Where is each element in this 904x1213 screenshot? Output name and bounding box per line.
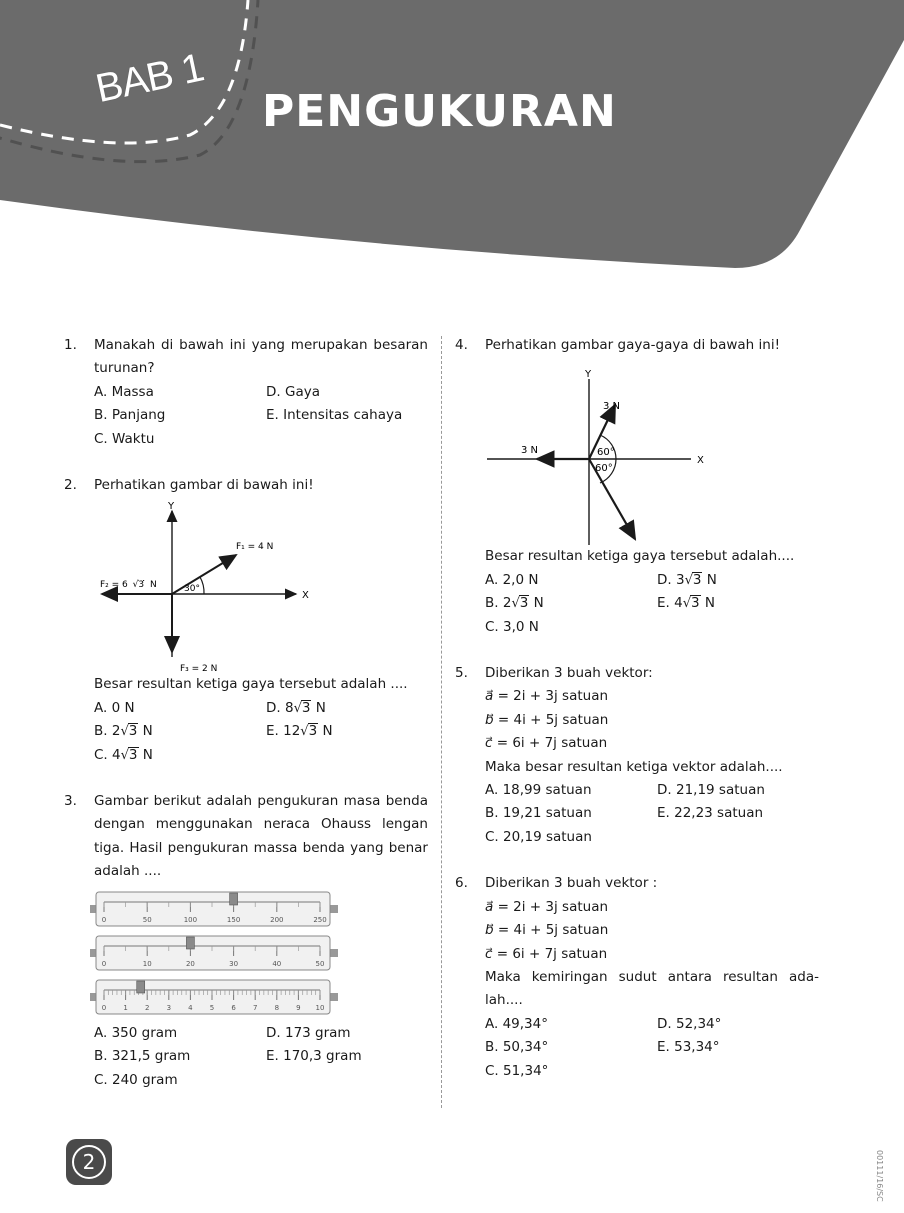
rider-weight [230,893,238,905]
question-prompt: Besar resultan ketiga gaya tersebut adalah.... [485,548,795,565]
option-a[interactable]: A. 350 gram [94,1024,178,1041]
column-divider [441,336,442,1108]
vector-b: b⃗ = 4i + 5j satuan [485,711,609,728]
vector-b: b⃗ = 4i + 5j satuan [485,922,609,939]
option-e[interactable]: E. Intensitas cahaya [266,407,403,424]
beam-tick-label: 50 [315,959,325,968]
force-diagram-q4 [485,357,745,545]
beam-tick-label: 5 [209,1003,215,1012]
angle-label: 30° [184,584,200,595]
beam-tick-label: 250 [313,915,327,924]
question-1 [64,334,428,451]
vector-a: a⃗ = 2i + 3j satuan [485,898,609,915]
angle-bottom-label: 60° [595,463,613,475]
option-a[interactable]: A. 49,34° [485,1015,548,1032]
option-a[interactable]: A. 18,99 satuan [485,782,592,799]
chapter-label: BAB 1 [92,45,208,112]
option-e[interactable]: E. 12√3 N [266,723,333,740]
option-b[interactable]: B. 19,21 satuan [485,805,592,822]
beam-tick-label: 0 [101,915,107,924]
option-b[interactable]: B. Panjang [94,407,166,424]
side-code: 00111/16/SC [875,1150,884,1202]
beam-tick-label: 10 [142,959,152,968]
beam-tick-label: 7 [252,1003,258,1012]
force-up-label: 3 N [603,401,621,413]
question-text: Gambar berikut adalah pengukuran masa benda dengan menggunakan neraca Ohauss lengan tiga. Hasil pengukuran massa benda yang benar adalah .... [94,793,428,880]
beam-tick-label: 6 [231,1003,236,1012]
option-b[interactable]: B. 2√3 N [485,595,544,612]
beam-tick-label: 8 [274,1003,280,1012]
answer-options [485,779,819,849]
option-d[interactable]: D. 52,34° [657,1015,722,1032]
option-e[interactable]: E. 170,3 gram [266,1048,362,1065]
balance-beam-1 [90,892,338,926]
question-text: Perhatikan gambar di bawah ini! [94,477,314,494]
option-d[interactable]: D. 21,19 satuan [657,782,765,799]
vector-c: c⃗ = 6i + 7j satuan [485,945,608,962]
y-axis-label: Y [168,501,175,513]
question-number: 2. [64,477,77,494]
svg-text:F₂ = 6 √3 N: F₂ = 6 √3 N [100,580,157,591]
question-6 [455,872,819,1083]
option-e[interactable]: E. 53,34° [657,1039,720,1056]
beam-tick-label: 9 [296,1003,301,1012]
page-number: 2 [82,1150,96,1174]
question-3 [64,790,428,1092]
beam-tick-label: 20 [185,959,195,968]
chapter-title: PENGUKURAN [262,86,617,137]
question-text: Diberikan 3 buah vektor: [485,665,653,682]
question-number: 5. [455,665,468,682]
beam-tick-label: 4 [188,1003,193,1012]
question-2 [64,474,428,767]
option-c[interactable]: C. 240 gram [94,1071,178,1088]
beam-tick-label: 50 [142,915,152,924]
option-b[interactable]: B. 321,5 gram [94,1048,191,1065]
beam-tick-label: 1 [123,1003,128,1012]
option-e[interactable]: E. 4√3 N [657,595,715,612]
vector-c: c⃗ = 6i + 7j satuan [485,735,608,752]
beam-tick-label: 2 [144,1003,150,1012]
y-axis-label: Y [585,369,592,381]
chapter-header-banner [0,0,904,290]
force-f3-label: F₃ = 2 N [180,664,218,674]
question-prompt: Maka besar resultan ketiga vektor adalah.... [485,758,783,775]
beam-tick-label: 3 [166,1003,172,1012]
force-left-label: 3 N [521,445,539,457]
option-b[interactable]: B. 50,34° [485,1039,549,1056]
angle-top-label: 60° [597,447,615,459]
beam-tick-label: 40 [272,959,282,968]
answer-options [94,1022,428,1092]
option-d[interactable]: D. 8√3 N [266,699,326,716]
question-5 [455,662,819,849]
option-b[interactable]: B. 2√3 N [94,723,153,740]
option-c[interactable]: C. 4√3 N [94,746,153,763]
option-e[interactable]: E. 22,23 satuan [657,805,764,822]
question-text: Diberikan 3 buah vektor : [485,875,658,892]
answer-options [485,569,819,639]
answer-options [485,1013,819,1083]
beam-tick-label: 30 [229,959,239,968]
question-number: 3. [64,793,77,810]
option-a[interactable]: A. 2,0 N [485,571,539,588]
right-column [455,334,819,1083]
page-number-badge [66,1139,112,1185]
option-c[interactable]: C. 20,19 satuan [485,828,592,845]
ohaus-balance-figure [90,888,350,1022]
question-text: Manakah di bawah ini yang merupakan besaran turunan? [94,337,428,377]
question-number: 6. [455,875,468,892]
question-prompt: Maka kemiringan sudut antara resultan ada-lah.... [485,968,819,1009]
option-d[interactable]: D. 3√3 N [657,571,717,588]
balance-beam-2 [90,936,338,970]
vector-a: a⃗ = 2i + 3j satuan [485,688,609,705]
question-4 [455,334,819,639]
option-c[interactable]: C. Waktu [94,430,155,447]
force-f2-label: F₂ = 6 [100,580,128,591]
option-c[interactable]: C. 3,0 N [485,618,539,635]
option-c[interactable]: C. 51,34° [485,1062,549,1079]
option-d[interactable]: D. 173 gram [266,1024,351,1041]
option-a[interactable]: A. 0 N [94,699,135,716]
answer-options [94,697,428,767]
force-f1-label: F₁ = 4 N [236,542,274,553]
rider-weight [137,981,145,993]
x-axis-label: X [697,455,704,467]
beam-tick-label: 100 [183,915,198,924]
x-axis-label: X [302,590,309,602]
balance-beam-3 [90,980,338,1014]
beam-tick-label: 0 [101,1003,107,1012]
option-a[interactable]: A. Massa [94,383,154,400]
force-diagram-q2 [64,497,398,673]
beam-tick-label: 150 [226,915,241,924]
rider-weight [186,937,194,949]
question-text: Perhatikan gambar gaya-gaya di bawah ini! [485,337,780,353]
beam-tick-label: 200 [270,915,284,924]
option-d[interactable]: D. Gaya [266,383,320,400]
question-number: 1. [64,337,77,353]
answer-options [94,381,428,451]
question-number: 4. [455,337,468,353]
beam-tick-label: 0 [101,959,107,968]
question-prompt: Besar resultan ketiga gaya tersebut adalah .... [94,676,408,693]
beam-tick-label: 10 [315,1003,325,1012]
left-column [64,334,428,1092]
